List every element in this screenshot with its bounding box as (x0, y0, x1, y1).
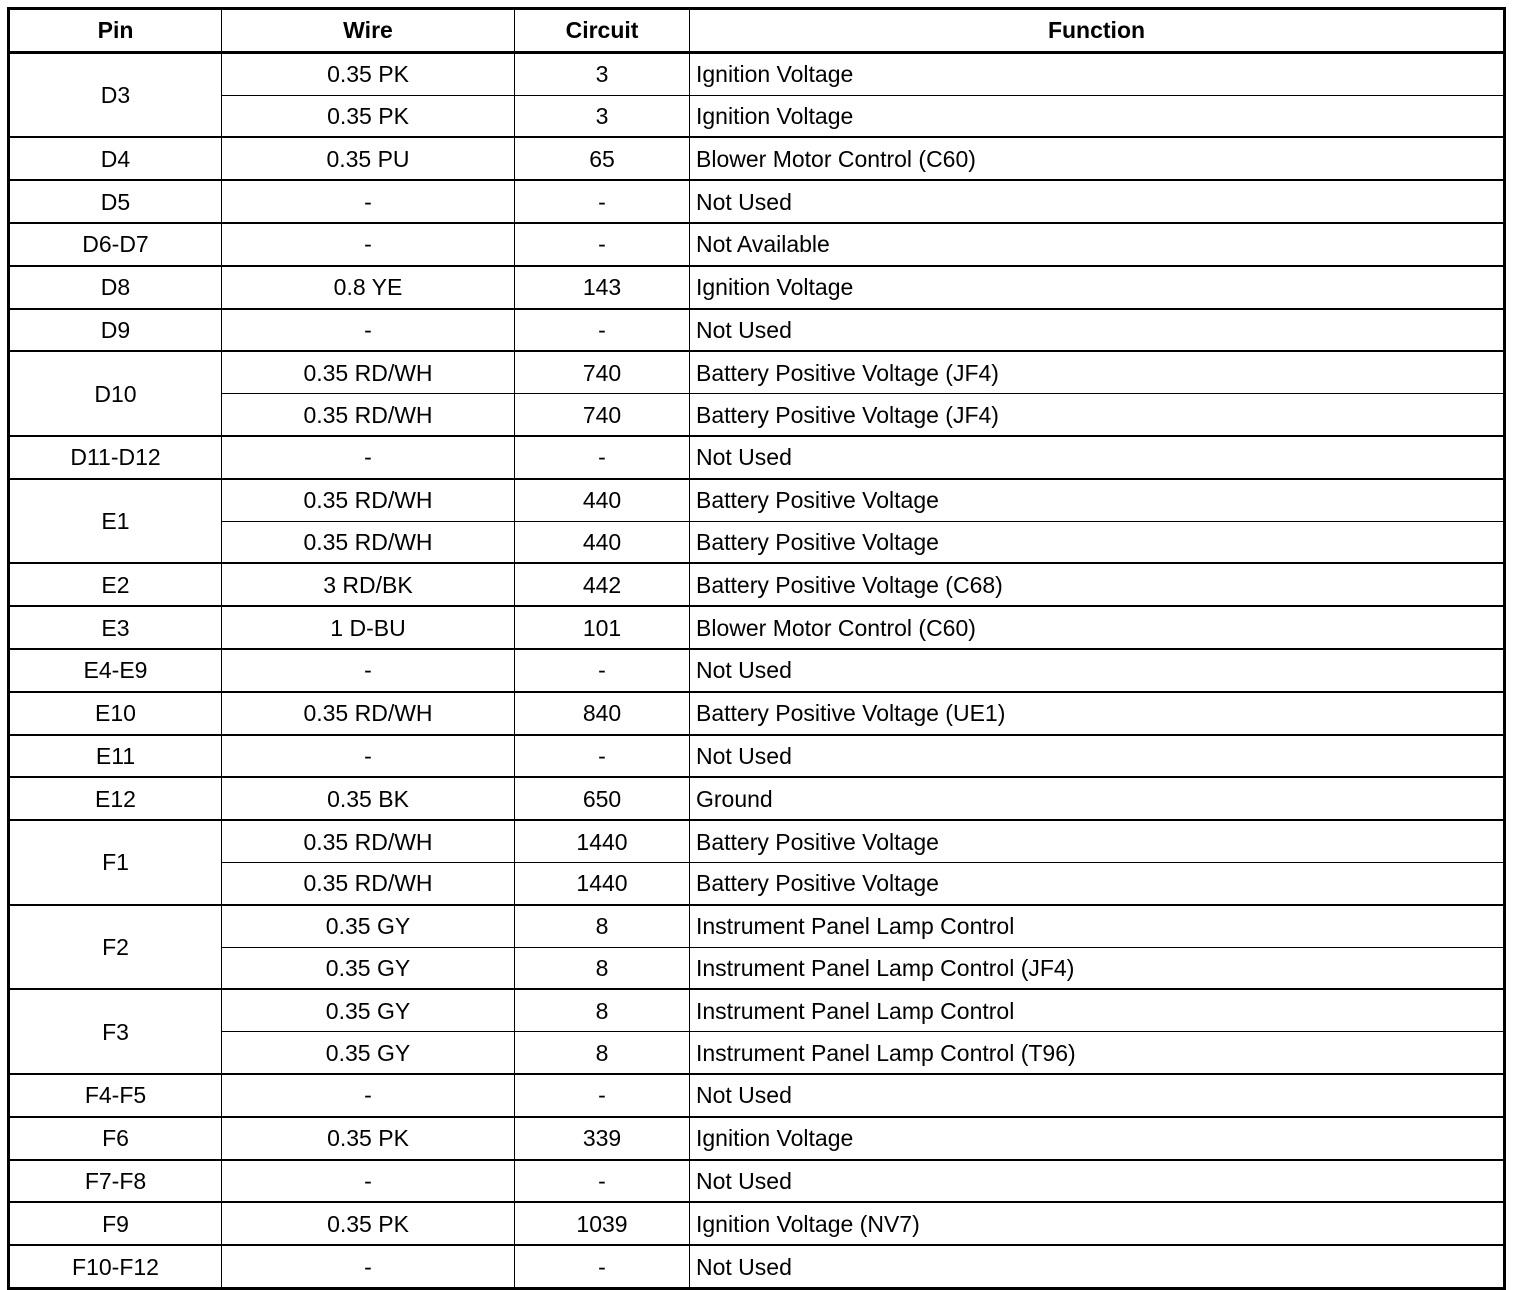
function-cell: Ignition Voltage (690, 266, 1505, 309)
pin-cell: E2 (9, 563, 222, 606)
function-cell: Battery Positive Voltage (690, 521, 1505, 563)
wire-cell: 0.35 BK (222, 777, 515, 820)
circuit-cell: 3 (515, 52, 690, 95)
function-cell: Battery Positive Voltage (690, 862, 1505, 904)
function-cell: Battery Positive Voltage (UE1) (690, 692, 1505, 735)
pin-cell: E1 (9, 479, 222, 564)
wire-cell: 0.35 PK (222, 52, 515, 95)
circuit-cell: 8 (515, 989, 690, 1031)
table-row (9, 1245, 1505, 1288)
table-row (9, 1202, 1505, 1245)
wire-cell: - (222, 649, 515, 692)
wire-cell: 0.8 YE (222, 266, 515, 309)
wire-cell: 0.35 RD/WH (222, 692, 515, 735)
function-cell: Not Used (690, 1245, 1505, 1288)
wire-cell: 0.35 RD/WH (222, 479, 515, 521)
table-row (9, 820, 1505, 862)
circuit-cell: 740 (515, 394, 690, 436)
pin-cell: F10-F12 (9, 1245, 222, 1288)
function-cell: Not Used (690, 180, 1505, 223)
circuit-cell: - (515, 180, 690, 223)
table-row (9, 1160, 1505, 1203)
pin-cell: E11 (9, 735, 222, 778)
table-row (9, 989, 1505, 1031)
function-cell: Not Used (690, 1074, 1505, 1117)
table-row (9, 563, 1505, 606)
pin-cell: F3 (9, 989, 222, 1074)
wire-cell: 0.35 RD/WH (222, 862, 515, 904)
function-cell: Battery Positive Voltage (690, 479, 1505, 521)
circuit-cell: - (515, 309, 690, 352)
circuit-cell: 8 (515, 905, 690, 947)
pin-cell: E3 (9, 606, 222, 649)
table-row (9, 137, 1505, 180)
table-row (9, 1074, 1505, 1117)
wire-cell: 1 D-BU (222, 606, 515, 649)
function-cell: Ignition Voltage (690, 1117, 1505, 1160)
function-cell: Blower Motor Control (C60) (690, 137, 1505, 180)
pin-cell: F7-F8 (9, 1160, 222, 1203)
circuit-cell: 3 (515, 95, 690, 137)
pin-column-header: Pin (9, 9, 222, 53)
table-row (9, 351, 1505, 393)
wire-cell: - (222, 180, 515, 223)
function-cell: Ground (690, 777, 1505, 820)
circuit-cell: - (515, 1074, 690, 1117)
table-row (9, 479, 1505, 521)
table-row (9, 735, 1505, 778)
circuit-cell: 339 (515, 1117, 690, 1160)
function-cell: Instrument Panel Lamp Control (JF4) (690, 947, 1505, 989)
table-row (9, 649, 1505, 692)
circuit-cell: - (515, 223, 690, 266)
function-cell: Ignition Voltage (NV7) (690, 1202, 1505, 1245)
circuit-cell: 440 (515, 521, 690, 563)
table-row (9, 606, 1505, 649)
function-cell: Not Available (690, 223, 1505, 266)
function-cell: Battery Positive Voltage (690, 820, 1505, 862)
circuit-cell: 1440 (515, 862, 690, 904)
table-row (9, 394, 1505, 436)
wire-cell: - (222, 1160, 515, 1203)
circuit-cell: 650 (515, 777, 690, 820)
circuit-cell: 101 (515, 606, 690, 649)
wire-cell: - (222, 735, 515, 778)
circuit-cell: - (515, 1160, 690, 1203)
pin-cell: D6-D7 (9, 223, 222, 266)
wire-cell: 0.35 RD/WH (222, 521, 515, 563)
wire-cell: 0.35 PK (222, 1202, 515, 1245)
header-row (9, 9, 1505, 53)
circuit-cell: 8 (515, 1032, 690, 1074)
circuit-cell: 440 (515, 479, 690, 521)
pin-cell: D8 (9, 266, 222, 309)
table-row (9, 947, 1505, 989)
function-cell: Battery Positive Voltage (JF4) (690, 351, 1505, 393)
function-cell: Instrument Panel Lamp Control (690, 905, 1505, 947)
pin-cell: F1 (9, 820, 222, 905)
function-cell: Ignition Voltage (690, 95, 1505, 137)
pin-cell: E10 (9, 692, 222, 735)
circuit-cell: 143 (515, 266, 690, 309)
table-row (9, 777, 1505, 820)
pin-cell: E12 (9, 777, 222, 820)
pin-cell: F9 (9, 1202, 222, 1245)
table-row (9, 1117, 1505, 1160)
circuit-cell: - (515, 649, 690, 692)
wire-column-header: Wire (222, 9, 515, 53)
wire-cell: 0.35 PK (222, 95, 515, 137)
circuit-cell: 740 (515, 351, 690, 393)
wire-cell: - (222, 223, 515, 266)
function-cell: Not Used (690, 1160, 1505, 1203)
wire-cell: 0.35 GY (222, 947, 515, 989)
wire-cell: - (222, 1074, 515, 1117)
table-row (9, 266, 1505, 309)
wire-cell: 3 RD/BK (222, 563, 515, 606)
circuit-cell: - (515, 436, 690, 479)
circuit-cell: 1039 (515, 1202, 690, 1245)
pin-cell: F2 (9, 905, 222, 990)
pin-cell: F4-F5 (9, 1074, 222, 1117)
table-row (9, 223, 1505, 266)
pin-cell: D10 (9, 351, 222, 436)
circuit-cell: - (515, 735, 690, 778)
function-cell: Instrument Panel Lamp Control (T96) (690, 1032, 1505, 1074)
wire-cell: - (222, 436, 515, 479)
connector-pinout-table (7, 7, 1506, 1290)
wire-cell: 0.35 GY (222, 1032, 515, 1074)
table-row (9, 52, 1505, 95)
circuit-cell: 65 (515, 137, 690, 180)
wire-cell: - (222, 1245, 515, 1288)
table-row (9, 309, 1505, 352)
wire-cell: 0.35 PU (222, 137, 515, 180)
table-row (9, 905, 1505, 947)
function-cell: Instrument Panel Lamp Control (690, 989, 1505, 1031)
pin-cell: D9 (9, 309, 222, 352)
function-cell: Not Used (690, 436, 1505, 479)
pin-cell: F6 (9, 1117, 222, 1160)
wire-cell: 0.35 GY (222, 905, 515, 947)
table-row (9, 95, 1505, 137)
table-row (9, 180, 1505, 223)
pin-cell: D3 (9, 52, 222, 137)
function-cell: Blower Motor Control (C60) (690, 606, 1505, 649)
table-body (9, 52, 1505, 1288)
circuit-cell: 8 (515, 947, 690, 989)
function-cell: Battery Positive Voltage (JF4) (690, 394, 1505, 436)
circuit-cell: 840 (515, 692, 690, 735)
circuit-cell: 442 (515, 563, 690, 606)
pin-cell: D5 (9, 180, 222, 223)
wire-cell: 0.35 GY (222, 989, 515, 1031)
table-row (9, 692, 1505, 735)
table-row (9, 436, 1505, 479)
function-cell: Not Used (690, 735, 1505, 778)
table-row (9, 521, 1505, 563)
function-cell: Battery Positive Voltage (C68) (690, 563, 1505, 606)
table-row (9, 862, 1505, 904)
pin-cell: D4 (9, 137, 222, 180)
table-row (9, 1032, 1505, 1074)
pin-cell: E4-E9 (9, 649, 222, 692)
function-cell: Ignition Voltage (690, 52, 1505, 95)
function-cell: Not Used (690, 309, 1505, 352)
wire-cell: - (222, 309, 515, 352)
function-cell: Not Used (690, 649, 1505, 692)
wire-cell: 0.35 RD/WH (222, 351, 515, 393)
wire-cell: 0.35 PK (222, 1117, 515, 1160)
circuit-cell: - (515, 1245, 690, 1288)
wire-cell: 0.35 RD/WH (222, 394, 515, 436)
pin-cell: D11-D12 (9, 436, 222, 479)
circuit-column-header: Circuit (515, 9, 690, 53)
wire-cell: 0.35 RD/WH (222, 820, 515, 862)
circuit-cell: 1440 (515, 820, 690, 862)
function-column-header: Function (690, 9, 1505, 53)
